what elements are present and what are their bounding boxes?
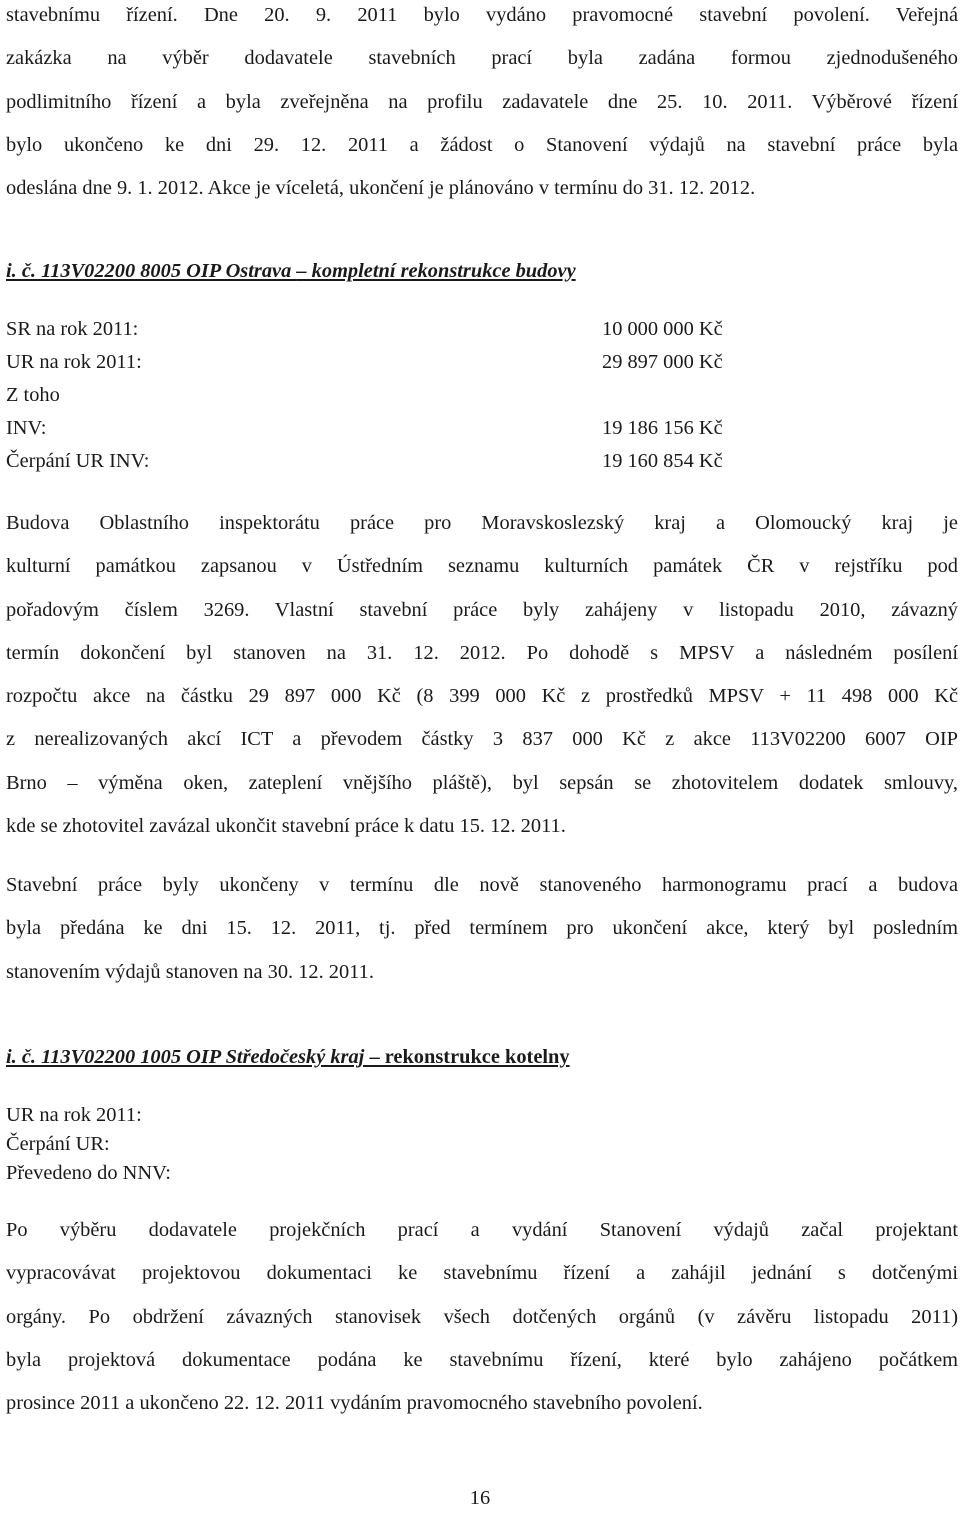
budget-label: UR na rok 2011:: [6, 1104, 142, 1126]
section-heading-id: i. č. 113V02200 1005 OIP Středočeský kraj: [6, 1046, 370, 1068]
stredocesky-paragraph: [6, 1209, 958, 1425]
budget-label: Čerpání UR INV:: [6, 450, 150, 472]
section-heading-stredocesky: [6, 1046, 570, 1069]
text-line: stavebnímu řízení. Dne 20. 9. 2011 bylo vydáno pravomocné stavební povolení. Veřejná: [6, 4, 958, 26]
text-line: byla projektová dokumentace podána ke stavebnímu řízení, které bylo zahájeno počátkem: [6, 1348, 958, 1371]
ostrava-paragraph-1: [6, 502, 958, 848]
text-line: podlimitního řízení a byla zveřejněna na profilu zadavatele dne 25. 10. 2011. Výběrové řízení: [6, 90, 958, 113]
budget-value: 29 897 000 Kč: [602, 351, 723, 373]
text-line: kulturní památkou zapsanou v Ústředním seznamu kulturních památek ČR v rejstříku pod: [6, 555, 958, 578]
text-line: z nerealizovaných akcí ICT a převodem částky 3 837 000 Kč z akce 113V02200 6007 OIP: [6, 728, 958, 751]
text-line: Po výběru dodavatele projekčních prací a vydání Stanovení výdajů začal projektant: [6, 1219, 958, 1241]
text-line: Brno – výměna oken, zateplení vnějšího pláště), byl sepsán se zhotovitelem dodatek smlouvy,: [6, 771, 958, 794]
text-line: vypracovávat projektovou dokumentaci ke stavebnímu řízení a zahájil jednání s dotčenými: [6, 1262, 958, 1285]
budget-label: Převedeno do NNV:: [6, 1162, 171, 1184]
text-line: prosince 2011 a ukončeno 22. 12. 2011 vydáním pravomocného stavebního povolení.: [6, 1392, 703, 1415]
budget-label: Z toho: [6, 384, 60, 406]
budget-label: INV:: [6, 417, 47, 439]
intro-paragraph: [6, 0, 958, 210]
text-line: bylo ukončeno ke dni 29. 12. 2011 a žádost o Stanovení výdajů na stavební práce byla: [6, 133, 958, 156]
text-line: Stavební práce byly ukončeny v termínu dle nově stanoveného harmonogramu prací a budova: [6, 874, 958, 896]
text-line: pořadovým číslem 3269. Vlastní stavební práce byly zahájeny v listopadu 2010, závazný: [6, 598, 958, 621]
section-heading-id: i. č. 113V02200 8005 OIP Ostrava: [6, 260, 297, 282]
text-line: orgány. Po obdržení závazných stanovisek všech dotčených orgánů (v závěru listopadu 2011): [6, 1305, 958, 1328]
text-line: termín dokončení byl stanoven na 31. 12. 2012. Po dohodě s MPSV a následném posílení: [6, 641, 958, 664]
text-line: zakázka na výběr dodavatele stavebních prací byla zadána formou zjednodušeného: [6, 47, 958, 70]
budget-value: 10 000 000 Kč: [602, 318, 723, 340]
budget-label: UR na rok 2011:: [6, 351, 142, 373]
text-line: stanovením výdajů stanoven na 30. 12. 2011.: [6, 960, 374, 983]
section-heading-title: – kompletní rekonstrukce budovy: [296, 260, 576, 282]
page-number: 16: [469, 1487, 491, 1509]
budget-value: 19 160 854 Kč: [602, 450, 723, 472]
section-heading-ostrava: [6, 260, 576, 283]
budget-label: Čerpání UR:: [6, 1133, 110, 1155]
budget-label: SR na rok 2011:: [6, 318, 139, 340]
section-heading-title: – rekonstrukce kotelny: [369, 1046, 570, 1068]
text-line: odeslána dne 9. 1. 2012. Akce je víceletá, ukončení je plánováno v termínu do 31. 12. 2012.: [6, 177, 756, 200]
budget-value: 19 186 156 Kč: [602, 417, 723, 439]
text-line: rozpočtu akce na částku 29 897 000 Kč (8 399 000 Kč z prostředků MPSV + 11 498 000 Kč: [6, 685, 958, 708]
text-line: byla předána ke dni 15. 12. 2011, tj. před termínem pro ukončení akce, který byl posledním: [6, 917, 958, 940]
text-line: kde se zhotovitel zavázal ukončit stavební práce k datu 15. 12. 2011.: [6, 815, 566, 838]
ostrava-paragraph-2: [6, 864, 958, 994]
text-line: Budova Oblastního inspektorátu práce pro Moravskoslezský kraj a Olomoucký kraj je: [6, 512, 958, 534]
